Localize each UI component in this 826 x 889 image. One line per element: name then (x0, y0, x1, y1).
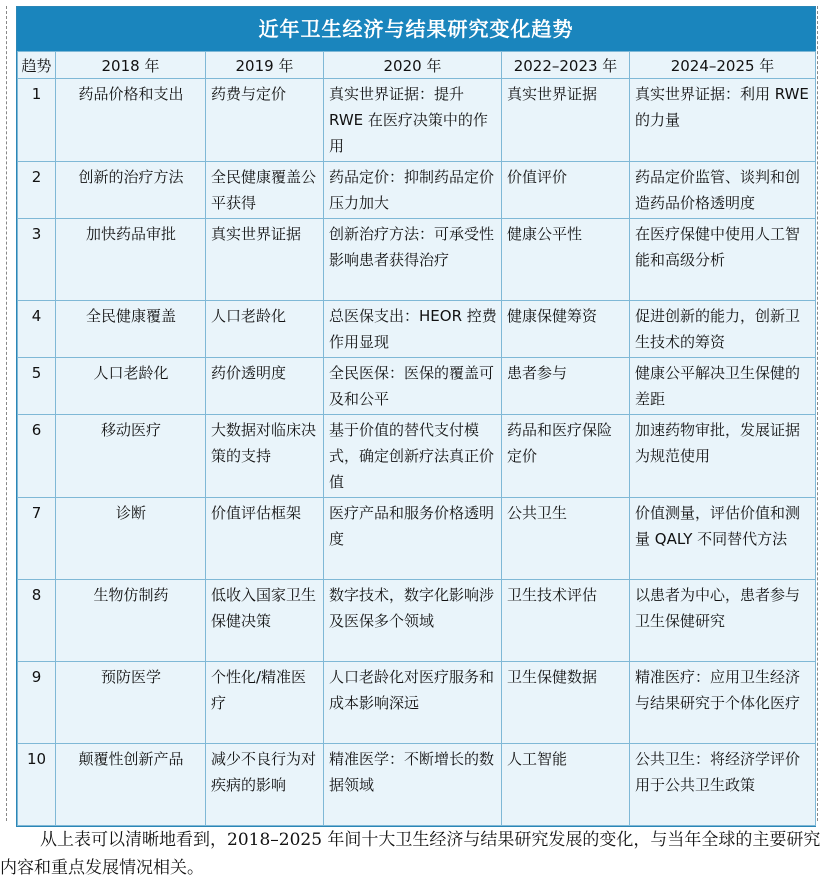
cell-2019: 真实世界证据 (206, 219, 324, 301)
cell-2022-2023: 药品和医疗保险定价 (502, 415, 630, 498)
cell-2020: 总医保支出：HEOR 控费作用显现 (324, 301, 502, 358)
cell-2022-2023: 价值评价 (502, 162, 630, 219)
cell-2018: 预防医学 (56, 662, 206, 744)
cell-2018: 创新的治疗方法 (56, 162, 206, 219)
header-2019: 2019 年 (206, 52, 324, 79)
cell-2024-2025: 公共卫生：将经济学评价用于公共卫生政策 (630, 744, 816, 826)
cell-2019: 药费与定价 (206, 79, 324, 162)
row-number: 7 (18, 498, 56, 580)
cell-2020: 精准医学：不断增长的数据领域 (324, 744, 502, 826)
header-2018: 2018 年 (56, 52, 206, 79)
cell-2022-2023: 真实世界证据 (502, 79, 630, 162)
cell-2020: 基于价值的替代支付模式，确定创新疗法真正价值 (324, 415, 502, 498)
cell-2019: 大数据对临床决策的支持 (206, 415, 324, 498)
table-row (18, 744, 816, 826)
cell-2024-2025: 加速药物审批，发展证据为规范使用 (630, 415, 816, 498)
cell-2019: 人口老龄化 (206, 301, 324, 358)
table-row (18, 662, 816, 744)
row-number: 8 (18, 580, 56, 662)
row-number: 3 (18, 219, 56, 301)
cell-2019: 全民健康覆盖公平获得 (206, 162, 324, 219)
cell-2019: 药价透明度 (206, 358, 324, 415)
cell-2024-2025: 真实世界证据：利用 RWE 的力量 (630, 79, 816, 162)
cell-2022-2023: 卫生保健数据 (502, 662, 630, 744)
row-number: 9 (18, 662, 56, 744)
table-row (18, 580, 816, 662)
cell-2018: 药品价格和支出 (56, 79, 206, 162)
cell-2018: 全民健康覆盖 (56, 301, 206, 358)
cell-2018: 颠覆性创新产品 (56, 744, 206, 826)
cell-2019: 个性化/精准医疗 (206, 662, 324, 744)
cell-2022-2023: 健康公平性 (502, 219, 630, 301)
cell-2019: 低收入国家卫生保健决策 (206, 580, 324, 662)
trend-table (17, 51, 816, 826)
table-row (18, 219, 816, 301)
cell-2024-2025: 精准医疗：应用卫生经济与结果研究于个体化医疗 (630, 662, 816, 744)
row-number: 2 (18, 162, 56, 219)
header-row (18, 52, 816, 79)
cell-2018: 人口老龄化 (56, 358, 206, 415)
footer-paragraph (0, 826, 826, 882)
cell-2020: 真实世界证据：提升 RWE 在医疗决策中的作用 (324, 79, 502, 162)
cell-2018: 移动医疗 (56, 415, 206, 498)
row-number: 5 (18, 358, 56, 415)
header-2020: 2020 年 (324, 52, 502, 79)
cell-2024-2025: 药品定价监管、谈判和创造药品价格透明度 (630, 162, 816, 219)
cell-2020: 医疗产品和服务价格透明度 (324, 498, 502, 580)
header-2022-2023: 2022–2023 年 (502, 52, 630, 79)
cell-2022-2023: 人工智能 (502, 744, 630, 826)
cell-2020: 药品定价：抑制药品定价压力加大 (324, 162, 502, 219)
cell-2022-2023: 卫生技术评估 (502, 580, 630, 662)
cell-2020: 全民医保：医保的覆盖可及和公平 (324, 358, 502, 415)
cell-2018: 诊断 (56, 498, 206, 580)
cell-2019: 价值评估框架 (206, 498, 324, 580)
trend-table-panel (16, 6, 816, 827)
cell-2020: 人口老龄化对医疗服务和成本影响深远 (324, 662, 502, 744)
table-row (18, 79, 816, 162)
cell-2018: 加快药品审批 (56, 219, 206, 301)
table-row (18, 301, 816, 358)
row-number: 4 (18, 301, 56, 358)
row-number: 10 (18, 744, 56, 826)
cell-2024-2025: 健康公平解决卫生保健的差距 (630, 358, 816, 415)
cell-2020: 创新治疗方法：可承受性影响患者获得治疗 (324, 219, 502, 301)
cell-2022-2023: 公共卫生 (502, 498, 630, 580)
cell-2022-2023: 患者参与 (502, 358, 630, 415)
cell-2019: 减少不良行为对疾病的影响 (206, 744, 324, 826)
table-title: 近年卫生经济与结果研究变化趋势 (17, 7, 815, 51)
header-trend: 趋势 (18, 52, 56, 79)
row-number: 1 (18, 79, 56, 162)
table-row (18, 415, 816, 498)
table-row (18, 162, 816, 219)
row-number: 6 (18, 415, 56, 498)
cell-2024-2025: 在医疗保健中使用人工智能和高级分析 (630, 219, 816, 301)
cell-2024-2025: 促进创新的能力，创新卫生技术的筹资 (630, 301, 816, 358)
header-2024-2025: 2024–2025 年 (630, 52, 816, 79)
cell-2018: 生物仿制药 (56, 580, 206, 662)
table-row (18, 498, 816, 580)
cell-2024-2025: 以患者为中心，患者参与卫生保健研究 (630, 580, 816, 662)
cell-2020: 数字技术，数字化影响涉及医保多个领域 (324, 580, 502, 662)
cell-2022-2023: 健康保健筹资 (502, 301, 630, 358)
table-row (18, 358, 816, 415)
footer-text: 从上表可以清晰地看到，2018–2025 年间十大卫生经济与结果研究发展的变化，与当年全球的主要研究内容和重点发展情况相关。 (0, 830, 821, 878)
cell-2024-2025: 价值测量，评估价值和测量 QALY 不同替代方法 (630, 498, 816, 580)
